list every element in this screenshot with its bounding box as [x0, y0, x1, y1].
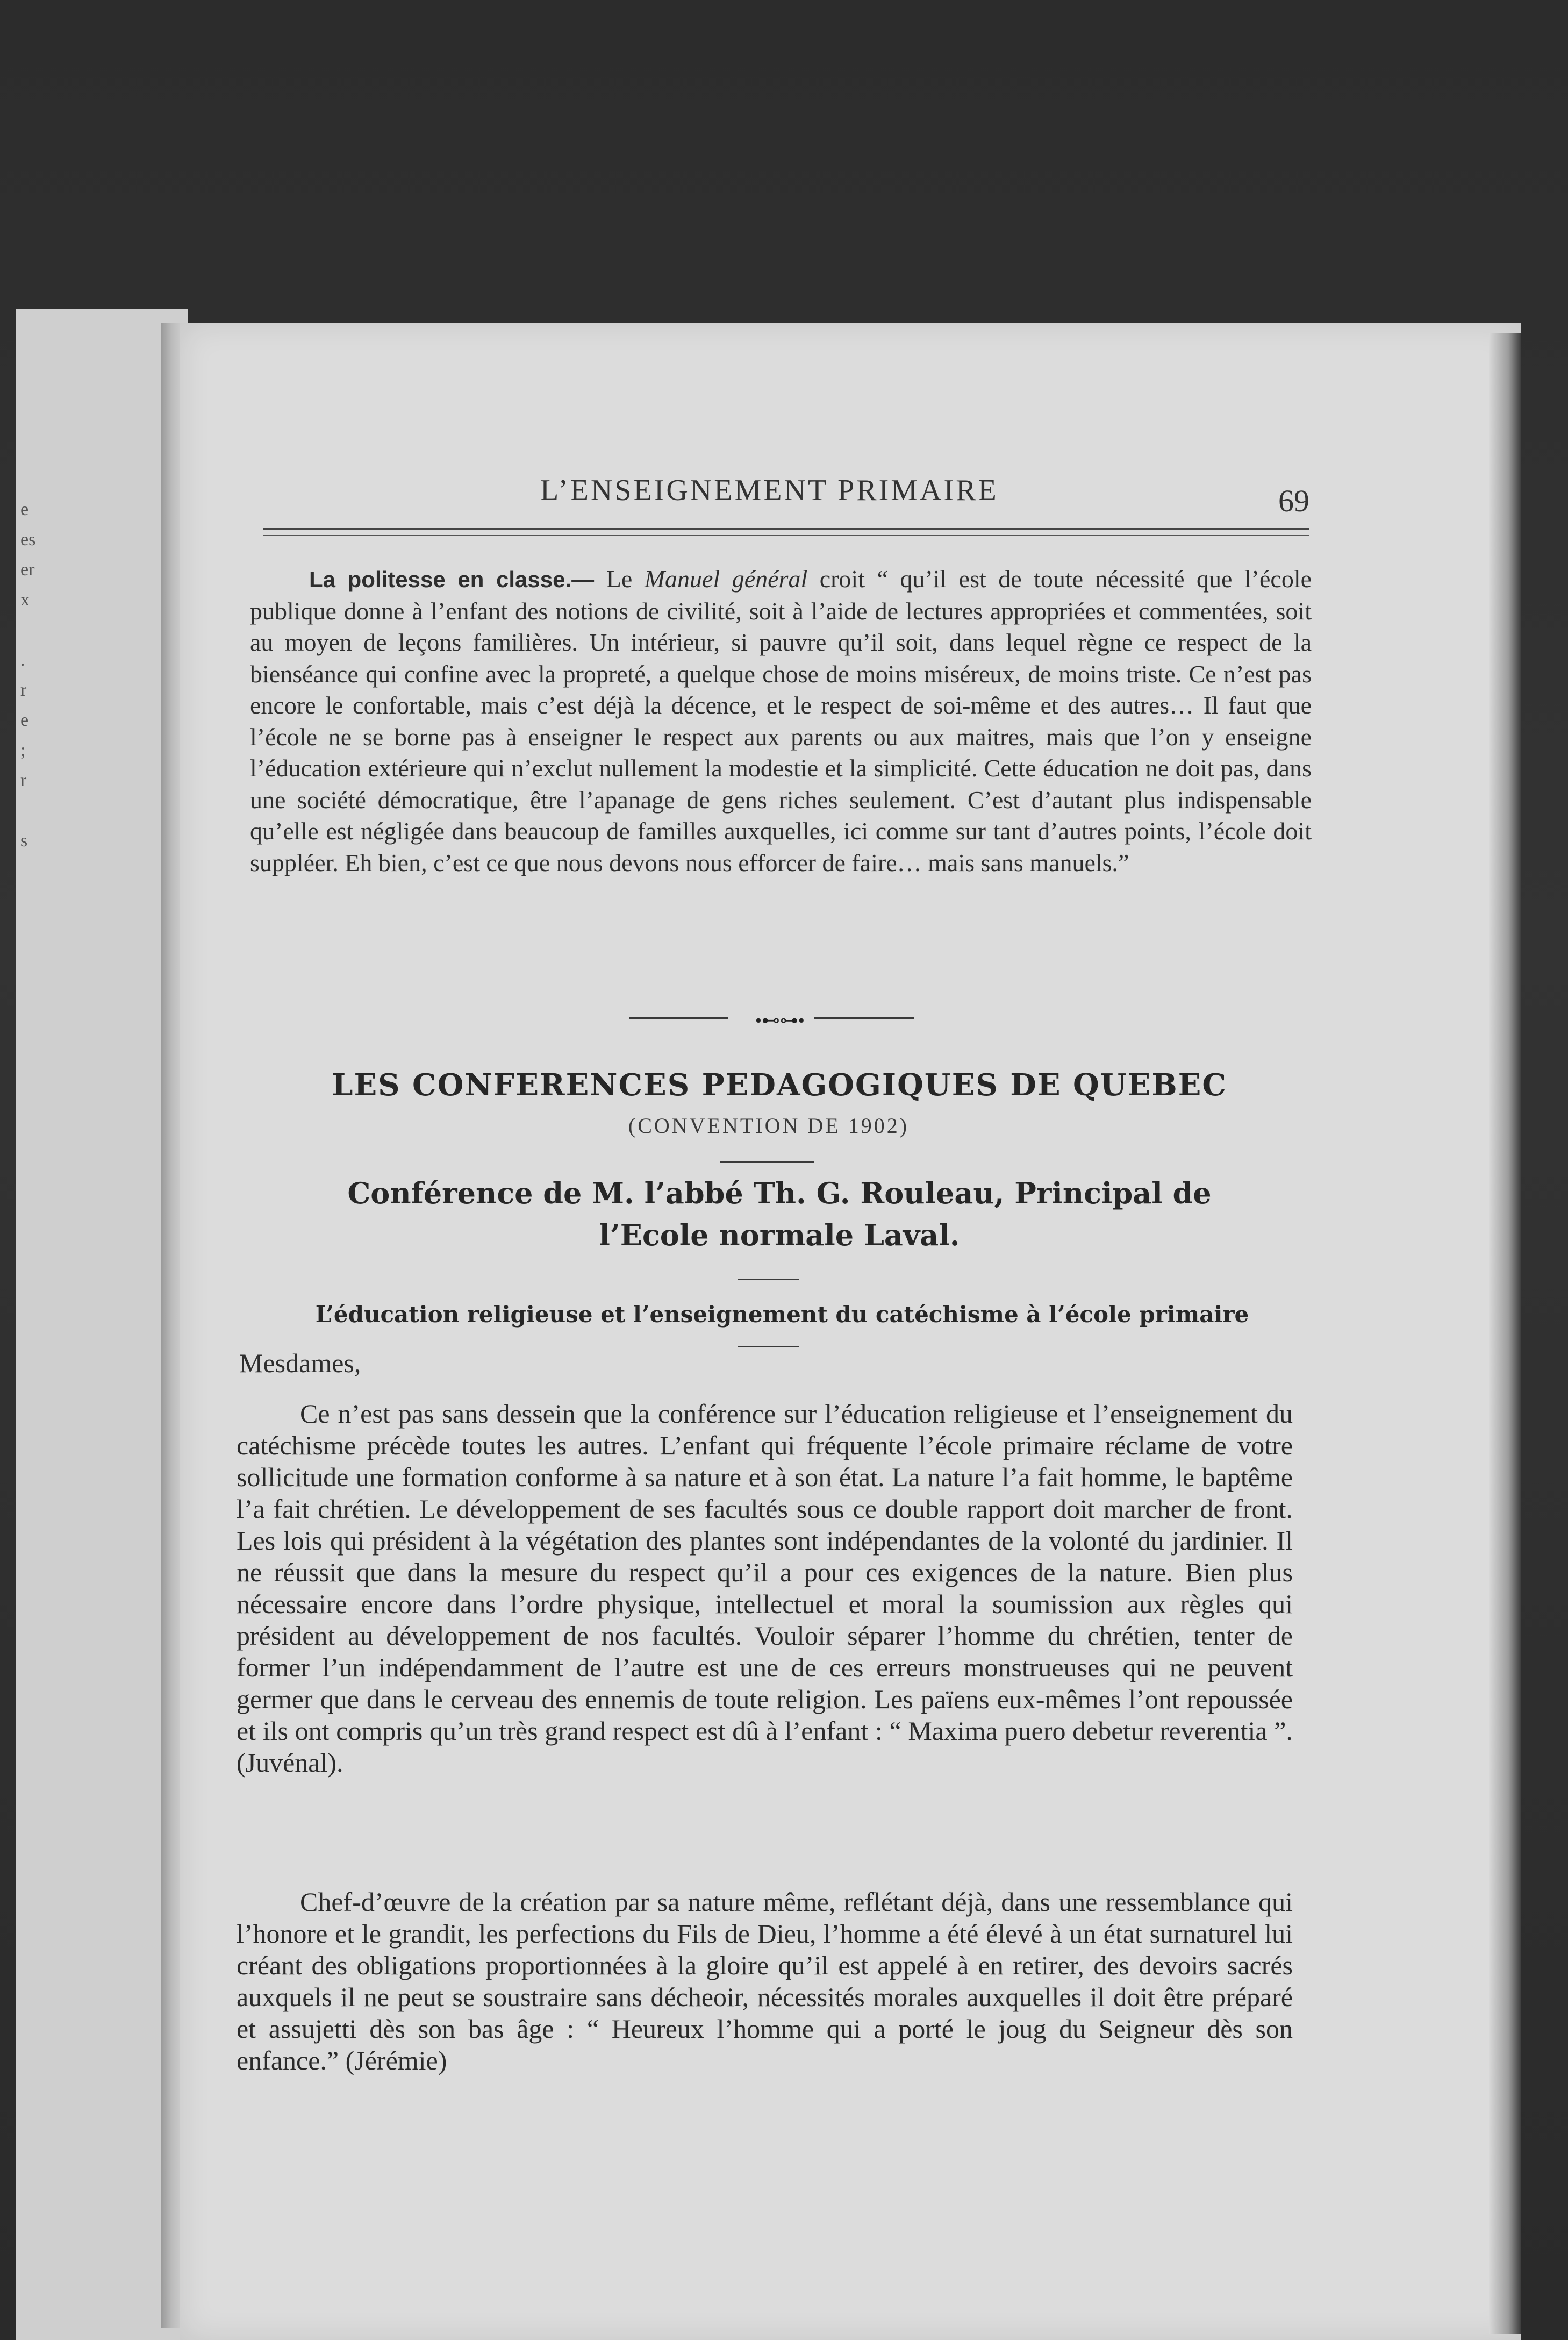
politesse-intro: Le: [606, 565, 645, 593]
politesse-paragraph: [250, 563, 1312, 879]
page-edge-shadow: [1489, 333, 1521, 2334]
body-paragraph-1: Ce n’est pas sans dessein que la conférence sur l’éducation religieuse et l’enseignement du catéchisme précède toutes les autres. L’enfant qui fréquente l’école primaire réclame de votre sollicitude une formation conforme à sa nature et à son état. La nature l’a fait homme, le baptême l’a fait chrétien. Le développement de ses facultés sous ce double rapport doit marcher de front. Les lois qui président à la végétation des plantes sont indépendantes de la volonté du jardinier. Il ne réussit que dans la mesure du respect qu’il a pour ces exigences de la nature. Bien plus nécessaire encore dans l’ordre physique, intellectuel et moral la soumission aux règles qui président au développement de nos facultés. Vouloir séparer l’homme du chrétien, tenter de former l’un indépendamment de l’autre est une de ces erreurs monstrueuses qui ne peuvent germer que dans le cerveau des ennemis de toute religion. Les païens eux-mêmes l’ont repoussée et ils ont compris qu’un très grand respect est dû à l’enfant : “ Maxima puero debetur reverentia ”. (Juvénal).: [237, 1399, 1293, 1778]
page-number: 69: [1278, 483, 1309, 518]
heading-rule: [738, 1279, 799, 1280]
conference-heading-line1: Conférence de M. l’abbé Th. G. Rouleau, Principal de: [347, 1176, 1212, 1210]
article-title: LES CONFERENCES PEDAGOGIQUES DE QUEBEC: [332, 1067, 1227, 1103]
journal-title: Manuel général: [644, 565, 808, 593]
section-ornament: [629, 1010, 914, 1031]
ornament-glyph: •⊷⊶•: [755, 1011, 805, 1031]
conference-heading-line2: l’Ecole normale Laval.: [599, 1218, 960, 1252]
body-paragraph-2: Chef-d’œuvre de la création par sa nature même, reflétant déjà, dans une ressemblance qui l’honore et le grandit, les perfections du Fils de Dieu, l’homme a été élevé à un état surnaturel lui créant des obligations proportionnées à la gloire qu’il est appelé à en retirer, des devoirs sacrés auxquels il ne peut se soustraire sans décheoir, nécessités morales auxquelles il doit être préparé et assujetti dès son bas âge : “ Heureux l’homme qui a porté le joug du Seigneur dès son enfance.” (Jérémie): [237, 1887, 1293, 2075]
salutation: Mesdames,: [239, 1348, 361, 1378]
article-subtitle: (CONVENTION DE 1902): [628, 1114, 910, 1138]
header-rule: [263, 528, 1309, 536]
facing-page-text-fragments: e es er x . r e ; r s: [20, 500, 36, 851]
ornament-line-left: [629, 1017, 728, 1019]
running-head: L’ENSEIGNEMENT PRIMAIRE: [540, 474, 999, 507]
section-title: L’éducation religieuse et l’enseignement du catéchisme à l’école primaire: [315, 1301, 1249, 1328]
ornament-line-right: [814, 1017, 914, 1019]
title-rule: [720, 1161, 814, 1163]
politesse-lead: La politesse en classe.—: [309, 567, 606, 592]
conference-heading: [323, 1172, 1236, 1256]
section-rule: [738, 1346, 799, 1347]
politesse-text: croit “ qu’il est de toute nécessité que l’école publique donne à l’enfant des notions de civilité, soit à l’aide de lectures appropriées et commentées, soit au moyen de leçons familières. Un intérieur, si pauvre qu’il soit, dans lequel règne ce respect de la bienséance qui confine avec la propreté, a quelque chose de moins miséreux, de moins triste. Ce n’est pas encore le confortable, mais c’est déjà la décence, et le respect de soi-même et des autres… Il faut que l’école ne se borne pas à enseigner le respect aux parents ou aux maitres, mais que l’on y enseigne l’éducation extérieure qui n’exclut nullement la modestie et la simplicité. Cette éducation ne doit pas, dans une société démocratique, être l’apanage de gens riches seulement. C’est d’autant plus indispensable qu’elle est négligée dans beaucoup de familles auxquelles, ici comme sur tant d’autres points, l’école doit suppléer. Eh bien, c’est ce que nous devons nous efforcer de faire… mais sans manuels.”: [250, 565, 1312, 876]
